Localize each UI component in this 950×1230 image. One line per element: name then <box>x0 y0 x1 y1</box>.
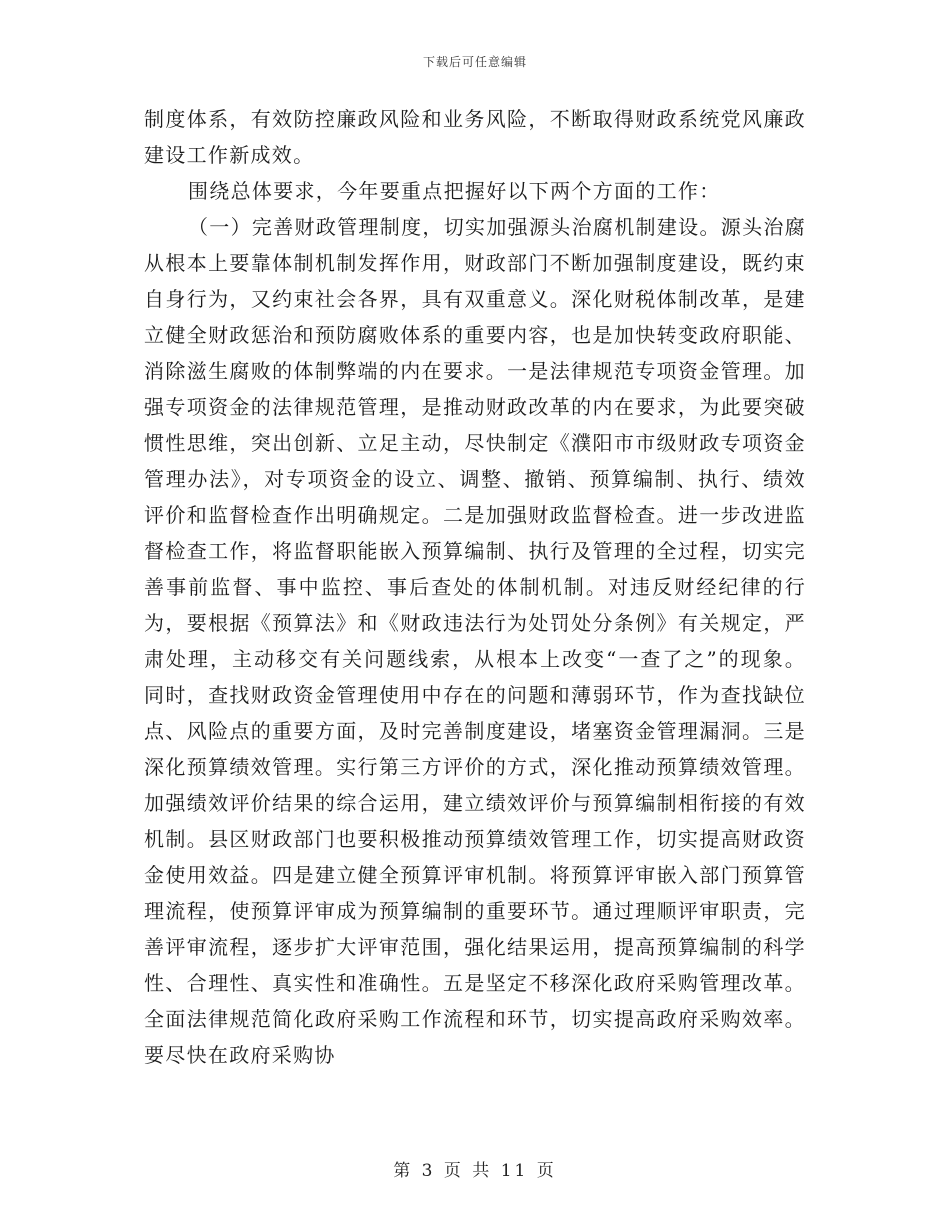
page-footer-number: 第 3 页 共 11 页 <box>393 1161 557 1181</box>
paragraph-2: 围绕总体要求，今年要重点把握好以下两个方面的工作： <box>188 179 721 203</box>
document-body <box>144 101 806 1073</box>
page-header-note: 下载后可任意编辑 <box>422 55 527 69</box>
paragraph-1: 制度体系，有效防控廉政风险和业务风险，不断取得财政系统党风廉政建设工作新成效。 <box>144 107 806 167</box>
paragraph-3: （一）完善财政管理制度，切实加强源头治腐机制建设。源头治腐从根本上要靠体制机制发挥作用，财政部门不断加强制度建设，既约束自身行为，又约束社会各界，具有双重意义。深化财税体制改革，是建立健全财政惩治和预防腐败体系的重要内容，也是加快转变政府职能、消除滋生腐败的体制弊端的内在要求。一是法律规范专项资金管理。加强专项资金的法律规范管理，是推动财政改革的内在要求，为此要突破惯性思维，突出创新、立足主动，尽快制定《濮阳市市级财政专项资金管理办法》，对专项资金的设立、调整、撤销、预算编制、执行、绩效评价和监督检查作出明确规定。二是加强财政监督检查。进一步改进监督检查工作，将监督职能嵌入预算编制、执行及管理的全过程，切实完善事前监督、事中监控、事后查处的体制机制。对违反财经纪律的行为，要根据《预算法》和《财政违法行为处罚处分条例》有关规定，严肃处理，主动移交有关问题线索，从根本上改变“一查了之”的现象。同时，查找财政资金管理使用中存在的问题和薄弱环节，作为查找缺位点、风险点的重要方面，及时完善制度建设，堵塞资金管理漏洞。三是深化预算绩效管理。实行第三方评价的方式，深化推动预算绩效管理。加强绩效评价结果的综合运用，建立绩效评价与预算编制相衔接的有效机制。县区财政部门也要积极推动预算绩效管理工作，切实提高财政资金使用效益。四是建立健全预算评审机制。将预算评审嵌入部门预算管理流程，使预算评审成为预算编制的重要环节。通过理顺评审职责，完善评审流程，逐步扩大评审范围，强化结果运用，提高预算编制的科学性、合理性、真实性和准确性。五是坚定不移深化政府采购管理改革。全面法律规范简化政府采购工作流程和环节，切实提高政府采购效率。要尽快在政府采购协 <box>144 215 806 1067</box>
